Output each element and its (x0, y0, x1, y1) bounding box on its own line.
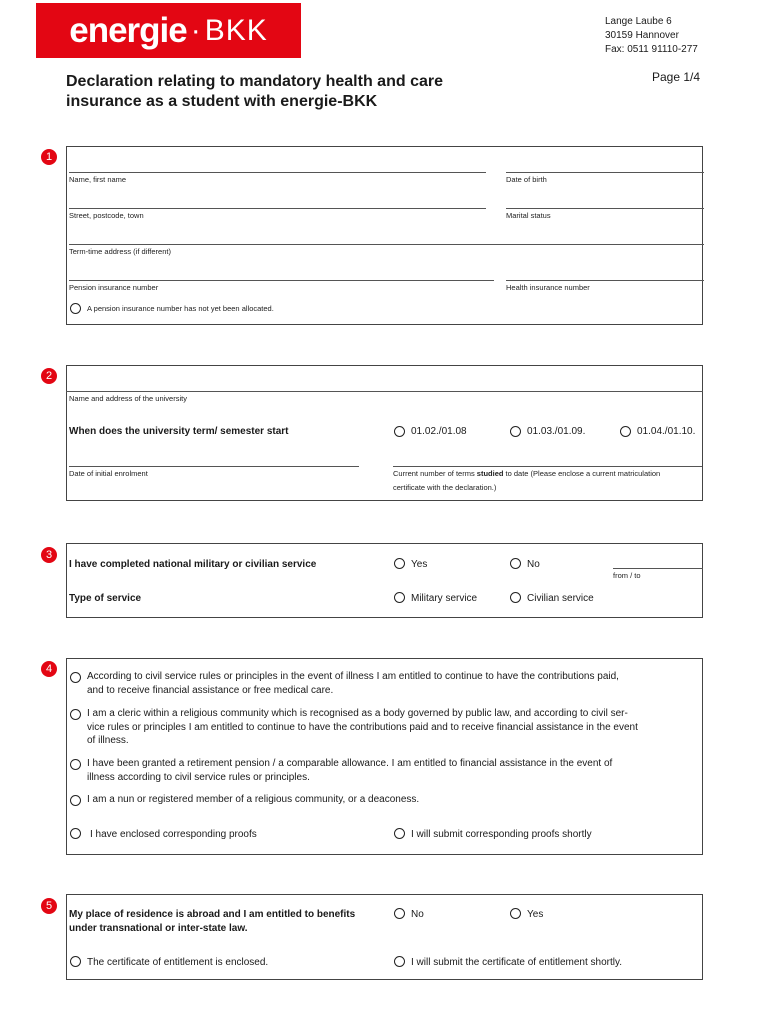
cleric-radio[interactable] (70, 709, 81, 720)
page-title (66, 72, 546, 112)
no-pension-number-label: A pension insurance number has not yet been allocated. (87, 304, 274, 313)
terms-label-post: to date (Please enclose a current matriculation (503, 469, 661, 478)
page-number: Page 1/4 (652, 70, 701, 84)
from-to-label: from / to (613, 571, 641, 580)
residence-yes-radio[interactable] (510, 908, 521, 919)
service-question: I have completed national military or civilian service (69, 559, 317, 570)
section-4-box (66, 658, 703, 855)
residence-q-line1: My place of residence is abroad and I am entitled to benefits (69, 909, 356, 920)
initial-enrolment-input[interactable] (69, 466, 359, 467)
residence-no-radio[interactable] (394, 908, 405, 919)
certificate-later-label: I will submit the certificate of entitlement shortly. (411, 957, 623, 968)
university-input[interactable] (66, 391, 703, 392)
title-line-2: insurance as a student with energie-BKK (66, 93, 378, 110)
address-street: Lange Laube 6 (605, 16, 672, 27)
term-start-question: When does the university term/ semester start (69, 426, 289, 437)
address-fax: Fax: 0511 91110-277 (605, 44, 698, 55)
section-4-number: 4 (41, 661, 57, 677)
term-radio-0102-0108[interactable] (394, 426, 405, 437)
service-no-radio[interactable] (510, 558, 521, 569)
initial-enrolment-label: Date of initial enrolment (69, 469, 148, 478)
service-yes-radio[interactable] (394, 558, 405, 569)
opt1-line2: and to receive financial assistance or free medical care. (87, 684, 334, 696)
military-service-label: Military service (411, 593, 478, 604)
name-input[interactable] (69, 172, 486, 173)
service-yes-label: Yes (411, 559, 428, 570)
term-address-input[interactable] (69, 244, 704, 245)
religious-community-text: I am a nun or registered member of a religious community, or a deaconess. (87, 794, 420, 805)
civil-service-entitlement-text (87, 670, 619, 697)
term-radio-0104-0110[interactable] (620, 426, 631, 437)
residence-abroad-question (69, 908, 355, 935)
address-city: 30159 Hannover (605, 30, 679, 41)
marital-label: Marital status (506, 211, 551, 220)
terms-count-input[interactable] (393, 466, 702, 467)
certificate-enclosed-label: The certificate of entitlement is enclosed. (87, 957, 269, 968)
health-label: Health insurance number (506, 283, 590, 292)
logo-main-text: energie (69, 10, 187, 50)
no-pension-number-radio[interactable] (70, 303, 81, 314)
opt2-line2: vice rules or principles I am entitled to continue to have the contributions paid and to receive financial assistance in the event (87, 721, 638, 733)
energie-bkk-logo (36, 3, 301, 58)
section-1-number: 1 (41, 149, 57, 165)
cleric-text (87, 707, 702, 748)
proofs-later-radio[interactable] (394, 828, 405, 839)
residence-yes-label: Yes (527, 909, 544, 920)
certificate-later-radio[interactable] (394, 956, 405, 967)
retirement-pension-radio[interactable] (70, 759, 81, 770)
terms-count-label-line2: certificate with the declaration.) (393, 483, 497, 492)
section-1-box (66, 146, 703, 325)
opt2-line1: I am a cleric within a religious community which is recognised as a body governed by public law, and according to civil ser- (87, 708, 628, 719)
opt1-line1: According to civil service rules or principles in the event of illness I am entitled to continue to have the contributions paid, (87, 671, 619, 682)
logo-separator: · (190, 13, 201, 47)
civilian-service-label: Civilian service (527, 593, 594, 604)
certificate-enclosed-radio[interactable] (70, 956, 81, 967)
service-type-label: Type of service (69, 593, 142, 604)
name-label: Name, first name (69, 175, 127, 184)
dob-label: Date of birth (506, 175, 547, 184)
dob-input[interactable] (506, 172, 704, 173)
military-service-radio[interactable] (394, 592, 405, 603)
sender-address (605, 15, 698, 57)
term-radio-0103-0109[interactable] (510, 426, 521, 437)
section-2-box (66, 365, 703, 501)
health-number-input[interactable] (506, 280, 704, 281)
term-option-3: 01.04./01.10. (637, 426, 696, 437)
section-5-number: 5 (41, 898, 57, 914)
proofs-enclosed-radio[interactable] (70, 828, 81, 839)
street-label: Street, postcode, town (69, 211, 144, 220)
section-5-box (66, 894, 703, 980)
religious-community-radio[interactable] (70, 795, 81, 806)
terms-label-bold: studied (476, 469, 504, 478)
title-line-1: Declaration relating to mandatory health and care (66, 73, 443, 90)
term-address-label: Term-time address (if different) (69, 247, 171, 256)
civilian-service-radio[interactable] (510, 592, 521, 603)
logo-suffix-text: BKK (204, 13, 268, 47)
pension-number-input[interactable] (69, 280, 494, 281)
term-option-2: 01.03./01.09. (527, 426, 586, 437)
pension-label: Pension insurance number (69, 283, 159, 292)
term-option-1: 01.02./01.08 (411, 426, 467, 437)
street-input[interactable] (69, 208, 486, 209)
marital-status-input[interactable] (506, 208, 704, 209)
section-3-box (66, 543, 703, 618)
civil-service-entitlement-radio[interactable] (70, 672, 81, 683)
residence-no-label: No (411, 909, 424, 920)
retirement-pension-text (87, 757, 612, 784)
opt3-line1: I have been granted a retirement pension / a comparable allowance. I am entitled to financial assistance in the event of (87, 758, 613, 769)
proofs-enclosed-label: I have enclosed corresponding proofs (90, 829, 257, 840)
university-label: Name and address of the university (69, 394, 187, 403)
terms-label-pre: Current number of terms (393, 469, 477, 478)
service-no-label: No (527, 559, 540, 570)
section-2-number: 2 (41, 368, 57, 384)
section-3-number: 3 (41, 547, 57, 563)
residence-q-line2: under transnational or inter-state law. (69, 922, 248, 934)
terms-count-label (393, 469, 660, 478)
opt3-line2: illness according to civil service rules or principles. (87, 771, 310, 783)
service-from-to-input[interactable] (613, 568, 703, 569)
opt2-line3: of illness. (87, 735, 129, 746)
proofs-later-label: I will submit corresponding proofs shortly (411, 829, 592, 840)
